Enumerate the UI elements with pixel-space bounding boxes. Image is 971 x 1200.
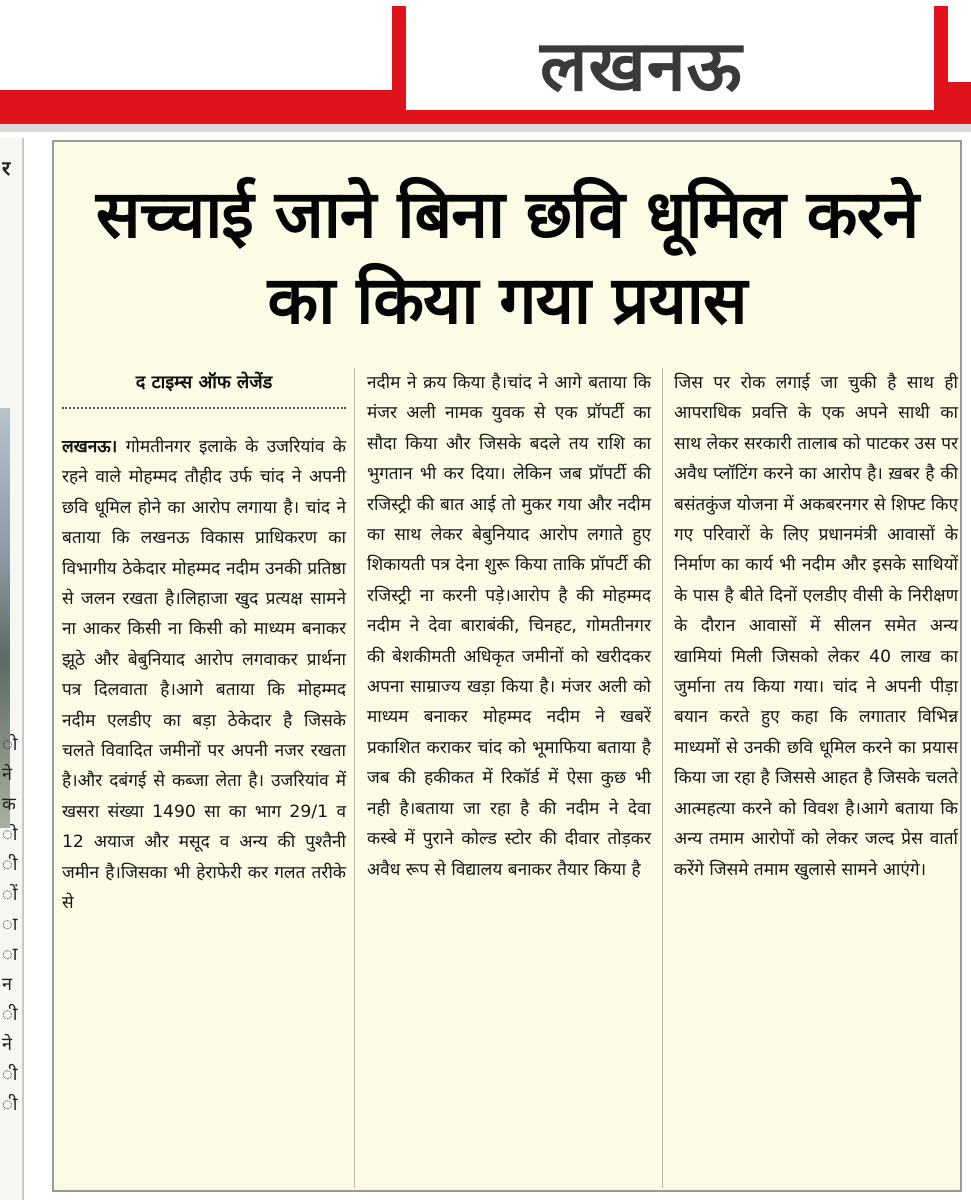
fragment-glyph: ो xyxy=(2,734,18,755)
column-2-text: नदीम ने क्रय किया है।चांद ने आगे बताया कि मंजर अली नामक युवक से एक प्रॉपर्टी का सौदा किया और जिसके बदले तय राशि का भुगतान भी कर दिया। लेकिन जब प्रॉपर्टी की रजिस्ट्री की बात आई तो मुकर गया और नदीम का साथ लेकर बेबुनियाद आरोप लगाते हुए शिकायती पत्र देना शुरू किया ताकि प्रॉपर्टी की रजिस्ट्री ना करनी पड़े।आरोप है की मोहम्मद नदीम ने देवा बाराबंकी, चिनहट, गोमतीनगर की बेशकीमती अधिकृत जमीनों को खरीदकर अपना साम्राज्य खड़ा किया है। मंजर अली को माध्यम बनाकर मोहम्मद नदीम ने खबरें प्रकाशित कराकर चांद को भूमाफिया बताया है जब की हकीकत में रिकॉर्ड में ऐसा कुछ भी नही है।बताया जा रहा है की नदीम ने देवा कस्बे में पुराने कोल्ड स्टोर की दीवार तोड़कर अवैध रूप से विद्यालय बनाकर तैयार किया है xyxy=(367,373,651,880)
article-dateline: लखनऊ। xyxy=(62,437,118,457)
column-divider xyxy=(662,368,663,1188)
article-column-3 xyxy=(674,368,958,885)
fragment-glyph: र xyxy=(2,156,11,180)
news-article xyxy=(52,140,962,1192)
header-red-bar-highlight xyxy=(0,82,395,90)
header-shadow-divider xyxy=(0,124,971,132)
article-column-2 xyxy=(367,368,651,885)
fragment-glyph: न xyxy=(2,974,12,995)
article-column-1 xyxy=(62,432,346,919)
article-headline: सच्चाई जाने बिना छवि धूमिल करने का किया गया प्रयास xyxy=(95,176,919,339)
fragment-glyph: ी xyxy=(2,854,18,875)
column-1-text: गोमतीनगर इलाके के उजरियांव के रहने वाले मोहम्मद तौहीद उर्फ चांद ने अपनी छवि धूमिल होने का आरोप लगाया है। चांद ने बताया कि लखनऊ विकास प्राधिकरण का विभागीय ठेकेदार मोहम्मद नदीम उनकी प्रतिष्ठा से जलन रखता है।लिहाजा खुद प्रत्यक्ष सामने ना आकर किसी ना किसी को माध्यम बनाकर झूठे और बेबुनियाद आरोप लगवाकर प्रार्थना पत्र दिलवाता है।आगे बताया कि मोहम्मद नदीम एलडीए का बड़ा ठेकेदार है जिसके चलते विवादित जमीनों पर अपनी नजर रखता है।और दबंगई से कब्जा लेता है। उजरियांव में खसरा संख्या 1490 सा का भाग 29/1 व 12 अयाज और मसूद व अन्य की पुश्तैनी जमीन है।जिसका भी हेराफेरी कर गलत तरीके से xyxy=(62,437,347,914)
fragment-glyph: ने xyxy=(2,764,12,785)
byline-divider xyxy=(62,407,346,409)
fragment-glyph: क xyxy=(2,794,16,815)
fragment-glyph: ने xyxy=(2,1034,12,1055)
fragment-glyph: ो xyxy=(2,824,18,845)
header-red-bar-left xyxy=(0,82,395,124)
header-red-bar-right xyxy=(948,82,971,124)
column-3-text: जिस पर रोक लगाई जा चुकी है साथ ही आपराधिक प्रवत्ति के एक अपने साथी का साथ लेकर सरकारी तालाब को पाटकर उस पर अवैध प्लॉटिंग करने का आरोप है। ख़बर है की बसंतकुंज योजना में अकबरनगर से शिफ्ट किए गए परिवारों के लिए प्रधानमंत्री आवासों के निर्माण का कार्य भी नदीम और इसके साथियों के पास है बीते दिनों एलडीए वीसी के निरीक्षण के दौरान आवासों में सीलन समेत अन्य खामियां मिली जिसको लेकर 40 लाख का जुर्माना तय किया गया। चांद ने अपनी पीड़ा बयान करते हुए कहा कि लगातार विभिन्न माध्यमों से उनकी छवि धूमिल करने का प्रयास किया जा रहा है जिससे आहत है जिसके चलते आत्महत्या करने को विवश है।आगे बताया कि अन्य तमाम आरोपों को लेकर जल्द प्रेस वार्ता करेंगे जिसमे तमाम खुलासे सामने आएंगे। xyxy=(674,373,958,880)
fragment-glyph: ी xyxy=(2,1094,18,1115)
fragment-glyph: ों xyxy=(2,884,18,905)
fragment-glyph: ा xyxy=(2,914,18,935)
adjacent-column-fragment xyxy=(0,138,24,1200)
fragment-glyph: ी xyxy=(2,1004,18,1025)
column-divider xyxy=(354,368,355,1188)
fragment-glyph: ी xyxy=(2,1064,18,1085)
masthead-title: लखनऊ xyxy=(540,25,743,107)
article-byline: द टाइम्स ऑफ लेजेंड xyxy=(135,372,273,393)
fragment-glyph: ा xyxy=(2,944,18,965)
